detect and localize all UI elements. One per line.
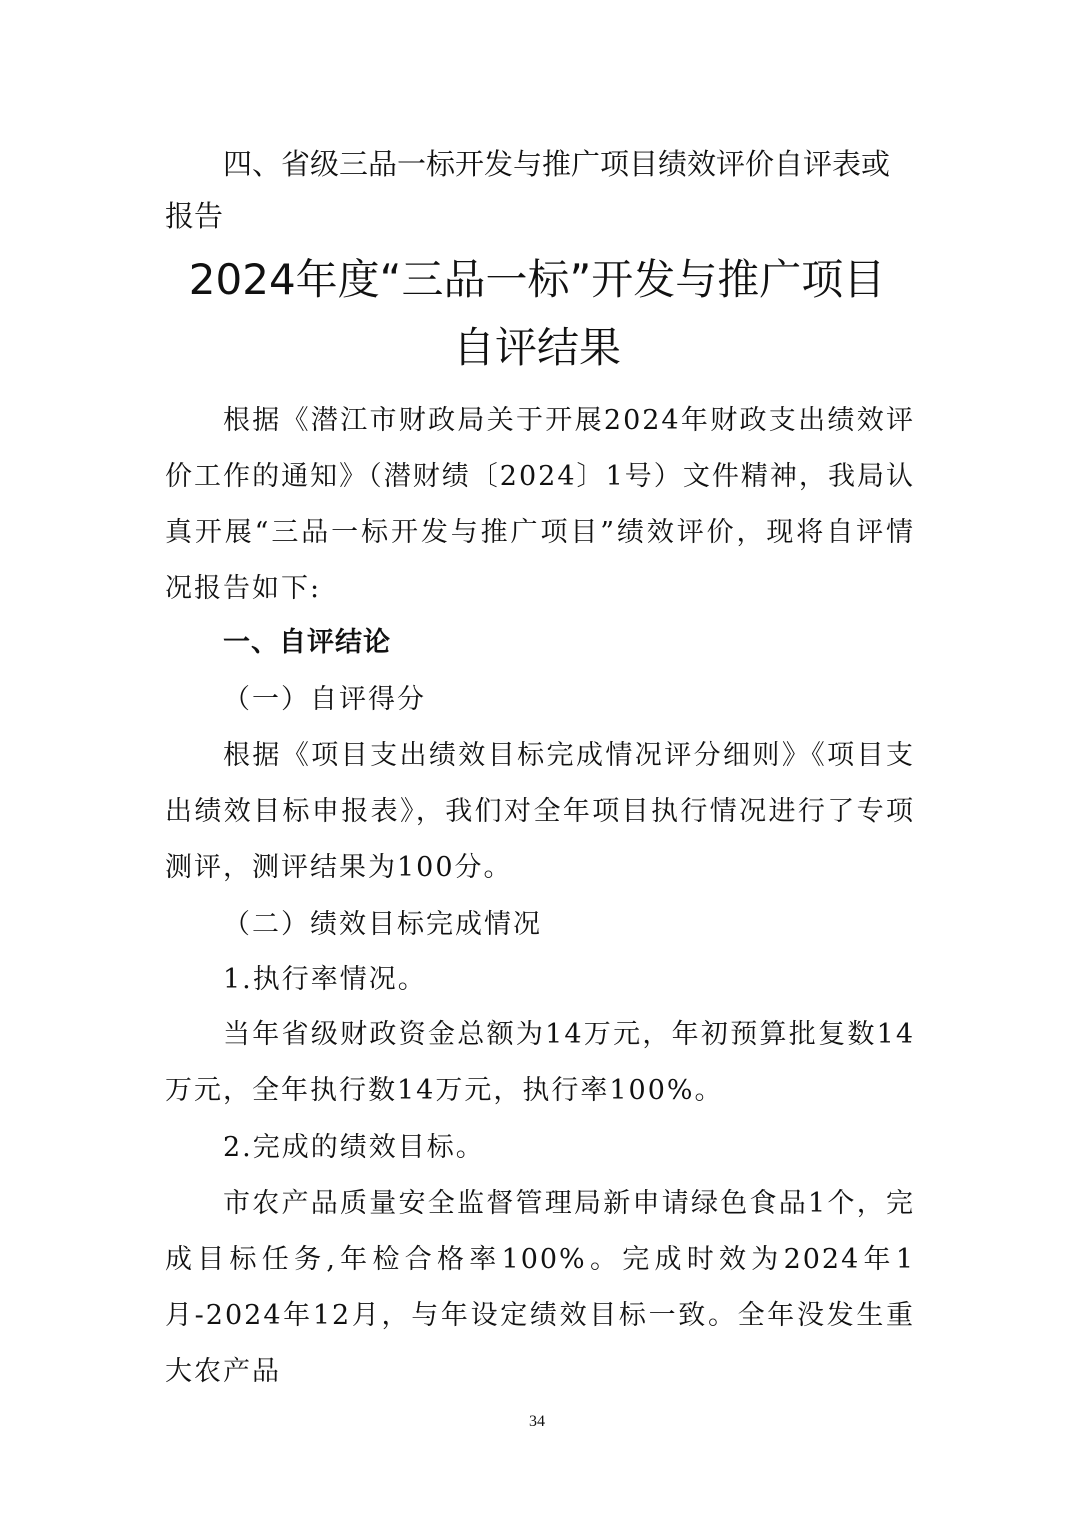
- execution-rate-paragraph: 当年省级财政资金总额为14万元，年初预算批复数14万元，全年执行数14万元，执行率100%。: [165, 1019, 915, 1106]
- page-number: 34: [529, 1413, 545, 1430]
- conclusion-heading: 一、自评结论: [223, 627, 391, 658]
- completed-goals-heading: 2.完成的绩效目标。: [223, 1132, 485, 1163]
- intro-paragraph: 根据《潜江市财政局关于开展2024年财政支出绩效评价工作的通知》（潜财绩〔2024〕1号）文件精神，我局认真开展“三品一标开发与推广项目”绩效评价，现将自评情况报告如下:: [165, 405, 915, 604]
- section-heading: 四、省级三品一标开发与推广项目绩效评价自评表或报告: [165, 147, 891, 233]
- execution-rate-heading: 1.执行率情况。: [223, 964, 427, 995]
- document-title-line-1: 2024年度“三品一标”开发与推广项目: [188, 255, 886, 304]
- score-heading: （一）自评得分: [223, 684, 426, 715]
- document-title-line-2: 自评结果: [452, 323, 621, 372]
- completed-goals-paragraph: 市农产品质量安全监督管理局新申请绿色食品1个，完成目标任务,年检合格率100%。完成时效为2024年1月-2024年12月，与年设定绩效目标一致。全年没发生重大农产品: [165, 1188, 915, 1387]
- score-paragraph: 根据《项目支出绩效目标完成情况评分细则》《项目支出绩效目标申报表》，我们对全年项目执行情况进行了专项测评，测评结果为100分。: [165, 740, 915, 883]
- goals-heading: （二）绩效目标完成情况: [223, 909, 542, 940]
